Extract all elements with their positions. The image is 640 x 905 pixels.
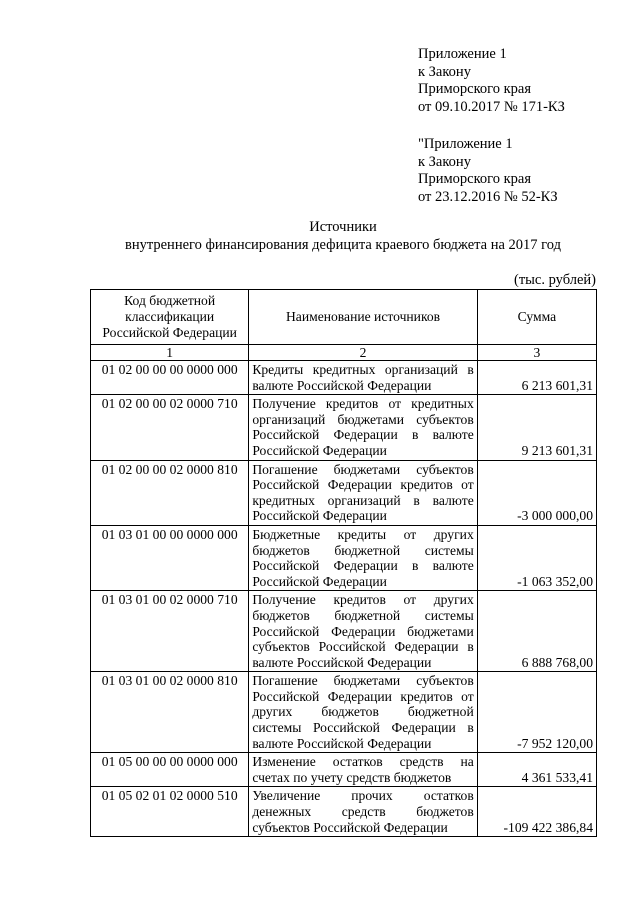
row-name: Погашение бюджетами субъектов Российской Федерации кредитов от кредитных организаций в валюте Российской Федерации bbox=[249, 460, 477, 525]
annex-line: к Закону bbox=[418, 63, 471, 80]
row-code: 01 02 00 00 02 0000 710 bbox=[91, 395, 249, 460]
annex-line: "Приложение 1 bbox=[418, 136, 513, 152]
annex-line: Приморского края bbox=[418, 81, 532, 97]
row-code: 01 03 01 00 00 0000 000 bbox=[91, 525, 249, 590]
table-row bbox=[91, 753, 597, 787]
header-name: Наименование источников bbox=[249, 290, 477, 345]
row-code: 01 03 01 00 02 0000 810 bbox=[91, 672, 249, 753]
row-name: Погашение бюджетами субъектов Российской Федерации кредитов от других бюджетов бюджетной системы Российской Федерации в валюте Российской Федерации bbox=[249, 672, 477, 753]
annex-line: Приложение 1 bbox=[418, 46, 507, 62]
annex-line: от 09.10.2017 № 171-КЗ bbox=[418, 98, 565, 115]
column-number: 1 bbox=[91, 345, 249, 361]
table-row bbox=[91, 395, 597, 460]
row-sum: -109 422 386,84 bbox=[477, 787, 596, 837]
row-name: Получение кредитов от кредитных организаций бюджетами субъектов Российской Федерации в валюте Российской Федерации bbox=[249, 395, 477, 460]
financing-sources-table bbox=[90, 289, 597, 837]
table-row bbox=[91, 787, 597, 837]
table-row bbox=[91, 672, 597, 753]
row-name: Увеличение прочих остатков денежных средств бюджетов субъектов Российской Федерации bbox=[249, 787, 477, 837]
row-code: 01 05 02 01 02 0000 510 bbox=[91, 787, 249, 837]
row-name: Изменение остатков средств на счетах по учету средств бюджетов bbox=[249, 753, 477, 787]
title-line-1: Источники bbox=[309, 219, 377, 235]
document-title bbox=[90, 218, 596, 254]
table-row bbox=[91, 525, 597, 590]
annex-original bbox=[418, 136, 565, 206]
annex-line: от 23.12.2016 № 52-КЗ bbox=[418, 188, 558, 205]
annex-line: Приморского края bbox=[418, 171, 532, 187]
row-sum: 6 213 601,31 bbox=[477, 361, 596, 395]
row-sum: -1 063 352,00 bbox=[477, 525, 596, 590]
row-name: Кредиты кредитных организаций в валюте Российской Федерации bbox=[249, 361, 477, 395]
column-number: 2 bbox=[249, 345, 477, 361]
row-sum: 9 213 601,31 bbox=[477, 395, 596, 460]
annex-header bbox=[418, 46, 565, 206]
table-row bbox=[91, 460, 597, 525]
column-number-row bbox=[91, 345, 597, 361]
title-line-2: внутреннего финансирования дефицита краевого бюджета на 2017 год bbox=[125, 237, 561, 253]
column-number: 3 bbox=[477, 345, 596, 361]
row-sum: 6 888 768,00 bbox=[477, 591, 596, 672]
row-sum: 4 361 533,41 bbox=[477, 753, 596, 787]
row-name: Получение кредитов от других бюджетов бюджетной системы Российской Федерации бюджетами субъектов Российской Федерации в валюте Российской Федерации bbox=[249, 591, 477, 672]
table-header-row bbox=[91, 290, 597, 345]
row-code: 01 05 00 00 00 0000 000 bbox=[91, 753, 249, 787]
header-sum: Сумма bbox=[477, 290, 596, 345]
row-name: Бюджетные кредиты от других бюджетов бюджетной системы Российской Федерации в валюте Российской Федерации bbox=[249, 525, 477, 590]
table-row bbox=[91, 591, 597, 672]
row-code: 01 02 00 00 00 0000 000 bbox=[91, 361, 249, 395]
row-code: 01 02 00 00 02 0000 810 bbox=[91, 460, 249, 525]
annex-line: к Закону bbox=[418, 153, 471, 170]
annex-current bbox=[418, 46, 565, 116]
row-code: 01 03 01 00 02 0000 710 bbox=[91, 591, 249, 672]
row-sum: -7 952 120,00 bbox=[477, 672, 596, 753]
header-code: Код бюджетной классификации Российской Федерации bbox=[91, 290, 249, 345]
table-row bbox=[91, 361, 597, 395]
row-sum: -3 000 000,00 bbox=[477, 460, 596, 525]
units-label: (тыс. рублей) bbox=[514, 272, 596, 288]
